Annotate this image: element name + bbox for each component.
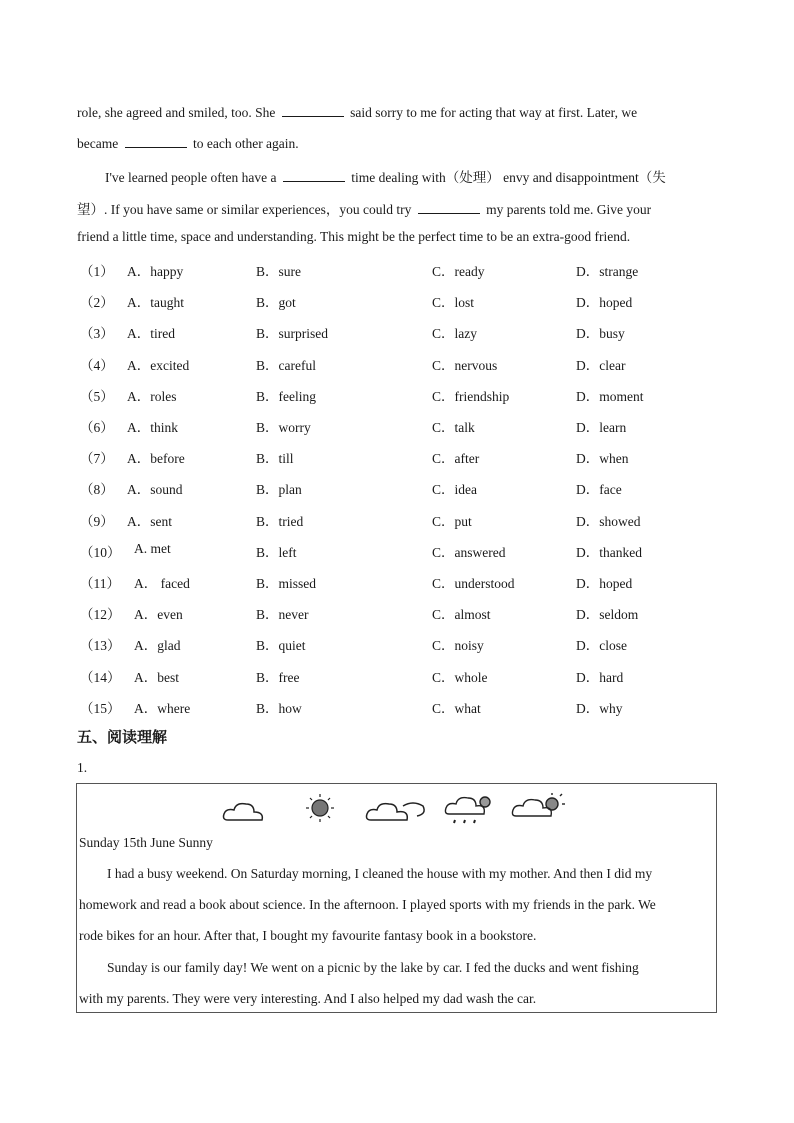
passage-text: role, she agreed and smiled, too. She [77, 105, 276, 120]
question-number-label: （5） [80, 388, 114, 404]
option-c[interactable]: C．talk [432, 420, 475, 435]
option-a[interactable]: A．sent [127, 513, 172, 529]
diary-line: I had a busy weekend. On Saturday morning, I cleaned the house with my mother. And then I did my [107, 866, 653, 881]
diary-line: with my parents. They were very interesting. And I also helped my dad wash the car. [79, 991, 537, 1006]
option-c[interactable]: C．lost [432, 295, 475, 311]
sun-icon [306, 794, 334, 822]
question-number-label: （3） [80, 326, 114, 342]
option-b[interactable]: B．surprised [256, 326, 328, 342]
option-b[interactable]: B．free [256, 669, 300, 685]
option-b[interactable]: B．missed [256, 576, 317, 591]
passage-text: my parents told me. Give your [486, 202, 652, 217]
diary-box [76, 783, 717, 1013]
option-d[interactable]: D．close [576, 638, 627, 654]
option-b[interactable]: B．never [256, 607, 309, 623]
passage-text: to each other again. [192, 136, 299, 151]
passage-text: time dealing with（处理） envy and disappointment（失 [351, 170, 666, 185]
option-d[interactable]: D．hard [576, 669, 624, 685]
question-number-label: （9） [80, 513, 114, 529]
option-c[interactable]: C．lazy [432, 326, 477, 342]
passage-line-4 [77, 198, 651, 218]
option-d[interactable]: D．clear [576, 357, 626, 373]
option-a[interactable]: A． faced [134, 576, 190, 591]
option-c[interactable]: C．friendship [432, 388, 510, 404]
passage-text: I've learned people often have a [105, 170, 277, 185]
diary-line: rode bikes for an hour. After that, I bought my favourite fantasy book in a bookstore. [79, 928, 537, 943]
option-c[interactable]: C．almost [432, 607, 491, 623]
option-b[interactable]: B．till [256, 451, 294, 467]
option-a[interactable]: A．sound [127, 482, 183, 498]
option-c[interactable]: C．idea [432, 482, 477, 498]
option-b[interactable]: B．got [256, 295, 296, 311]
option-b[interactable]: B．feeling [256, 388, 316, 404]
cloud-icon [367, 803, 425, 820]
cloud-icon [224, 804, 263, 820]
sun-cloud-icon [512, 793, 565, 816]
option-d[interactable]: D．busy [576, 326, 625, 342]
passage-line-3 [105, 166, 666, 186]
option-a[interactable]: A．tired [127, 326, 175, 342]
passage-line-5: friend a little time, space and understanding. This might be the perfect time to be an extra-good friend. [77, 229, 631, 244]
option-b[interactable]: B．quiet [256, 638, 306, 654]
option-d[interactable]: D．thanked [576, 544, 642, 560]
option-c[interactable]: C．understood [432, 576, 515, 591]
option-d[interactable]: D．hoped [576, 576, 633, 591]
question-number-label: （12） [80, 607, 121, 623]
option-a[interactable]: A．roles [127, 388, 177, 404]
option-a[interactable]: A．glad [134, 638, 181, 654]
option-a[interactable]: A．best [134, 669, 179, 685]
passage-line-1 [77, 104, 637, 121]
question-number-label: （8） [80, 482, 114, 498]
option-d[interactable]: D．when [576, 451, 629, 467]
option-d[interactable]: D．seldom [576, 607, 639, 623]
option-b[interactable]: B．tried [256, 513, 304, 529]
section-heading: 五、阅读理解 [77, 728, 168, 746]
option-d[interactable]: D．strange [576, 264, 639, 279]
question-number-label: （15） [80, 700, 121, 716]
option-a[interactable]: A．happy [127, 264, 184, 279]
diary-line: homework and read a book about science. In the afternoon. I played sports with my friends in the park. We [79, 897, 656, 912]
option-c[interactable]: C．whole [432, 669, 488, 685]
weather-icons [217, 788, 577, 828]
option-b[interactable]: B．sure [256, 264, 301, 279]
option-d[interactable]: D．showed [576, 513, 641, 529]
option-a[interactable]: A．excited [127, 357, 190, 373]
option-d[interactable]: D．hoped [576, 295, 633, 311]
option-d[interactable]: D．why [576, 700, 623, 716]
question-number-label: （6） [80, 420, 114, 435]
option-b[interactable]: B．how [256, 700, 302, 716]
option-a[interactable]: A．before [127, 451, 185, 467]
option-d[interactable]: D．face [576, 482, 622, 498]
option-b[interactable]: B．careful [256, 357, 316, 373]
option-b[interactable]: B．plan [256, 482, 302, 498]
option-d[interactable]: D．learn [576, 420, 627, 435]
option-c[interactable]: C．put [432, 513, 472, 529]
passage-text: 望）. If you have same or similar experiences，you could try [77, 202, 412, 217]
option-a[interactable]: A. met [134, 540, 171, 556]
question-number-label: （13） [80, 638, 121, 654]
passage-text: became [77, 136, 119, 151]
answer-blank [283, 169, 345, 182]
option-c[interactable]: C．what [432, 700, 481, 716]
question-number-label: （2） [80, 295, 114, 311]
answer-blank [125, 135, 187, 148]
passage-line-2 [77, 135, 299, 152]
question-number-label: （1） [80, 264, 114, 279]
option-a[interactable]: A．where [134, 700, 191, 716]
question-number: 1. [77, 760, 88, 775]
question-number-label: （14） [80, 669, 121, 685]
answer-blank [418, 201, 480, 214]
diary-date: Sunday 15th June Sunny [79, 835, 213, 850]
question-number-label: （4） [80, 357, 114, 373]
rain-cloud-icon [445, 797, 490, 823]
option-a[interactable]: A．think [127, 420, 179, 435]
question-number-label: （11） [80, 576, 120, 591]
option-d[interactable]: D．moment [576, 388, 644, 404]
option-c[interactable]: C．ready [432, 264, 485, 279]
option-c[interactable]: C．after [432, 451, 480, 467]
diary-line: Sunday is our family day! We went on a picnic by the lake by car. I fed the ducks and went fishing [107, 960, 639, 975]
question-number-label: （10） [80, 544, 121, 560]
option-c[interactable]: C．noisy [432, 638, 484, 654]
option-b[interactable]: B．worry [256, 420, 311, 435]
passage-text: said sorry to me for acting that way at first. Later, we [350, 105, 638, 120]
option-c[interactable]: C．answered [432, 544, 506, 560]
option-b[interactable]: B．left [256, 544, 297, 560]
option-a[interactable]: A．taught [127, 295, 184, 311]
option-a[interactable]: A．even [134, 607, 183, 623]
answer-blank [282, 104, 344, 117]
option-c[interactable]: C．nervous [432, 357, 498, 373]
question-number-label: （7） [80, 451, 114, 467]
